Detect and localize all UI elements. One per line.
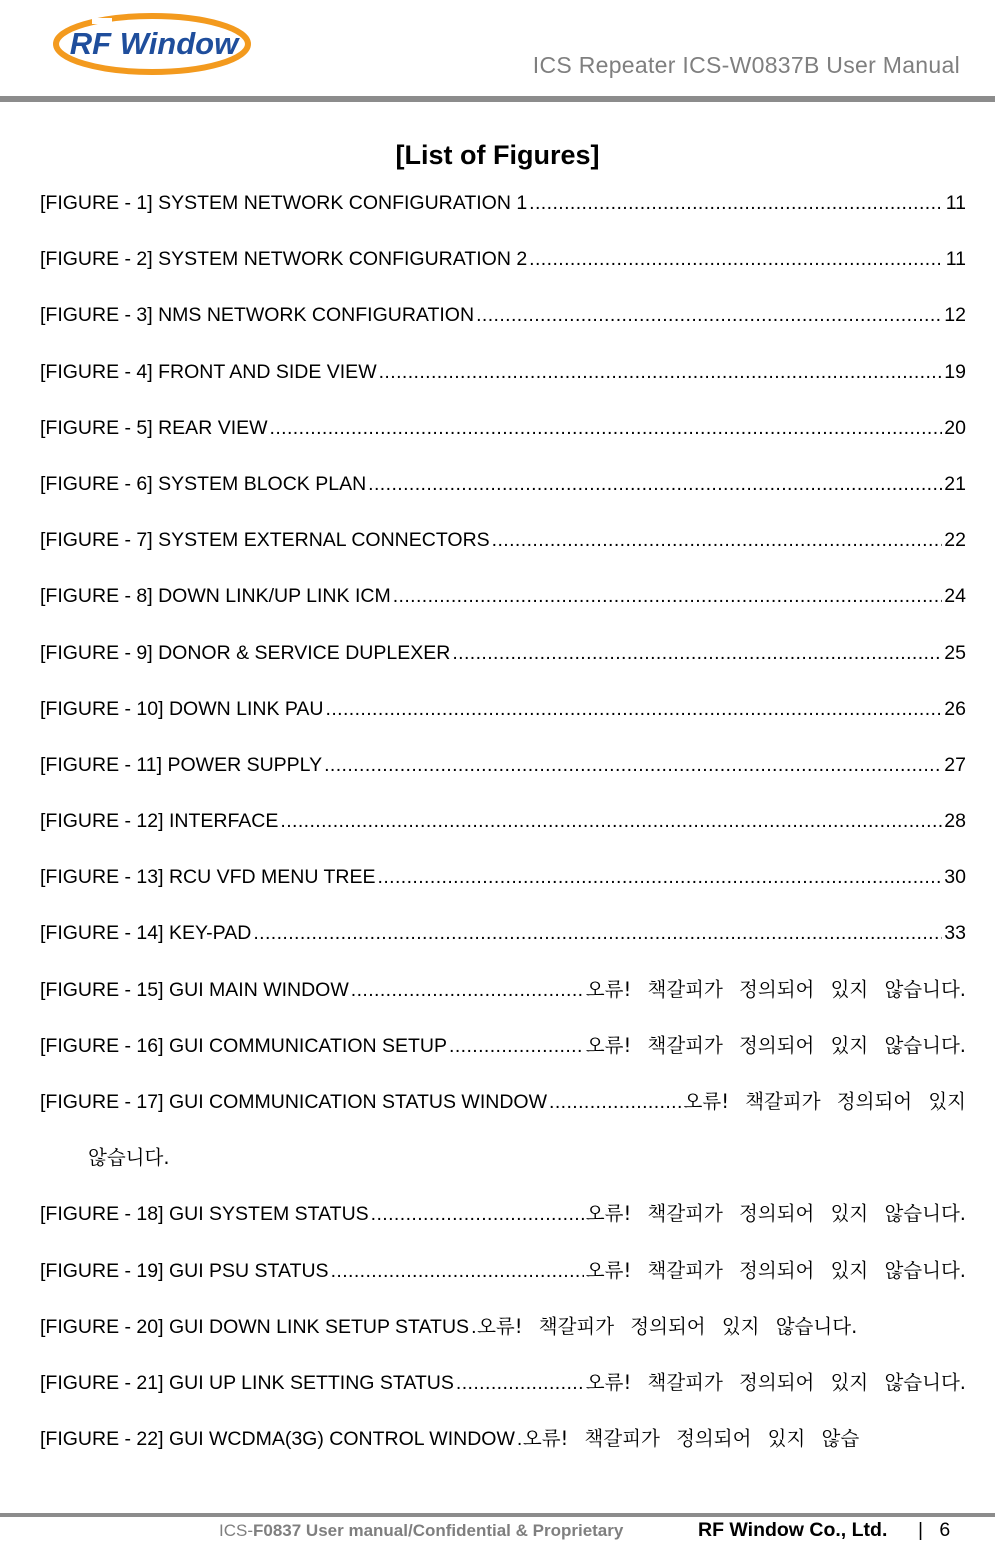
toc-entry[interactable]: [FIGURE - 11] POWER SUPPLY ..... 27	[40, 750, 966, 806]
dot-leader	[476, 300, 942, 330]
toc-entry[interactable]: [FIGURE - 18] GUI SYSTEM STATUS ..... 오류! 책갈피가 정의되어 있지 않습니다.	[40, 1199, 966, 1255]
dot-leader	[549, 1087, 682, 1117]
toc-entry[interactable]: [FIGURE - 14] KEY-PAD ..... 33	[40, 918, 966, 974]
toc-entry[interactable]: [FIGURE - 22] GUI WCDMA(3G) CONTROL WINDOW ..... 오류! 책갈피가 정의되어 있지 않습	[40, 1424, 966, 1480]
page-footer	[0, 1521, 995, 1543]
bookmark-error: 오류! 책갈피가 정의되어 있지 않습	[522, 1427, 860, 1451]
footer-document-info: ICS-F0837 User manual/Confidential & Proprietary	[219, 1521, 624, 1540]
dot-leader	[529, 188, 944, 218]
toc-entry[interactable]: [FIGURE - 15] GUI MAIN WINDOW ..... 오류! 책갈피가 정의되어 있지 않습니다.	[40, 975, 966, 1031]
dot-leader	[456, 1368, 584, 1398]
toc-entry[interactable]: [FIGURE - 5] REAR VIEW ..... 20	[40, 413, 966, 469]
header-divider	[0, 96, 995, 102]
toc-entry[interactable]: [FIGURE - 20] GUI DOWN LINK SETUP STATUS ..... 오류! 책갈피가 정의되어 있지 않습니다.	[40, 1312, 966, 1368]
dot-leader	[379, 357, 943, 387]
toc-entry[interactable]: [FIGURE - 10] DOWN LINK PAU ..... 26	[40, 694, 966, 750]
toc-entry[interactable]: [FIGURE - 17] GUI COMMUNICATION STATUS WINDOW ..... 오류! 책갈피가 정의되어 있지 않습니다.	[40, 1087, 966, 1199]
dot-leader	[324, 750, 942, 780]
footer-page-number: | 6	[918, 1519, 951, 1541]
dot-leader	[371, 1199, 584, 1229]
bookmark-error-continued: 않습니다.	[88, 1146, 170, 1169]
dot-leader	[517, 1424, 521, 1454]
logo-text: RF Window	[69, 26, 239, 61]
bookmark-error: 오류! 책갈피가 정의되어 있지 않습니다.	[477, 1314, 858, 1338]
toc-entry[interactable]: [FIGURE - 13] RCU VFD MENU TREE ..... 30	[40, 862, 966, 918]
bookmark-error: 오류! 책갈피가 정의되어 있지 않습니다.	[585, 1033, 966, 1057]
footer-divider	[0, 1513, 995, 1517]
toc-entry[interactable]: [FIGURE - 8] DOWN LINK/UP LINK ICM ..... 24	[40, 581, 966, 637]
toc-entry[interactable]: [FIGURE - 19] GUI PSU STATUS ..... 오류! 책갈피가 정의되어 있지 않습니다.	[40, 1256, 966, 1312]
toc-entry[interactable]: [FIGURE - 2] SYSTEM NETWORK CONFIGURATION 2 ..... 11	[40, 244, 966, 300]
dot-leader	[280, 806, 942, 836]
dot-leader	[378, 862, 943, 892]
list-of-figures	[40, 188, 966, 1480]
toc-entry[interactable]: [FIGURE - 1] SYSTEM NETWORK CONFIGURATION 1 ..... 11	[40, 188, 966, 244]
toc-entry[interactable]: [FIGURE - 4] FRONT AND SIDE VIEW ..... 19	[40, 357, 966, 413]
dot-leader	[393, 581, 943, 611]
dot-leader	[492, 525, 943, 555]
dot-leader	[449, 1031, 584, 1061]
toc-entry[interactable]: [FIGURE - 3] NMS NETWORK CONFIGURATION ..... 12	[40, 300, 966, 356]
toc-entry[interactable]: [FIGURE - 16] GUI COMMUNICATION SETUP ..... 오류! 책갈피가 정의되어 있지 않습니다.	[40, 1031, 966, 1087]
page-title: [List of Figures]	[395, 140, 600, 170]
toc-entry[interactable]: [FIGURE - 21] GUI UP LINK SETTING STATUS ..... 오류! 책갈피가 정의되어 있지 않습니다.	[40, 1368, 966, 1424]
dot-leader	[529, 244, 944, 274]
dot-leader	[471, 1312, 475, 1342]
dot-leader	[331, 1256, 584, 1286]
dot-leader	[368, 469, 942, 499]
dot-leader	[351, 975, 584, 1005]
dot-leader	[270, 413, 943, 443]
dot-leader	[452, 638, 942, 668]
bookmark-error: 오류! 책갈피가 정의되어 있지 않습니다.	[585, 1258, 966, 1282]
footer-company: RF Window Co., Ltd.	[698, 1519, 888, 1541]
toc-entry[interactable]: [FIGURE - 9] DONOR & SERVICE DUPLEXER ..... 25	[40, 638, 966, 694]
dot-leader	[326, 694, 943, 724]
rf-window-logo	[52, 10, 252, 80]
toc-entry[interactable]: [FIGURE - 6] SYSTEM BLOCK PLAN ..... 21	[40, 469, 966, 525]
bookmark-error: 오류! 책갈피가 정의되어 있지 않습니다.	[585, 977, 966, 1001]
manual-title: ICS Repeater ICS-W0837B User Manual	[532, 52, 960, 78]
bookmark-error: 오류! 책갈피가 정의되어 있지 않습니다.	[585, 1202, 966, 1226]
bookmark-error: 오류! 책갈피가 정의되어 있지	[683, 1090, 966, 1113]
bookmark-error: 오류! 책갈피가 정의되어 있지 않습니다.	[585, 1370, 966, 1394]
dot-leader	[253, 918, 942, 948]
toc-entry[interactable]: [FIGURE - 12] INTERFACE ..... 28	[40, 806, 966, 862]
toc-entry[interactable]: [FIGURE - 7] SYSTEM EXTERNAL CONNECTORS ..... 22	[40, 525, 966, 581]
